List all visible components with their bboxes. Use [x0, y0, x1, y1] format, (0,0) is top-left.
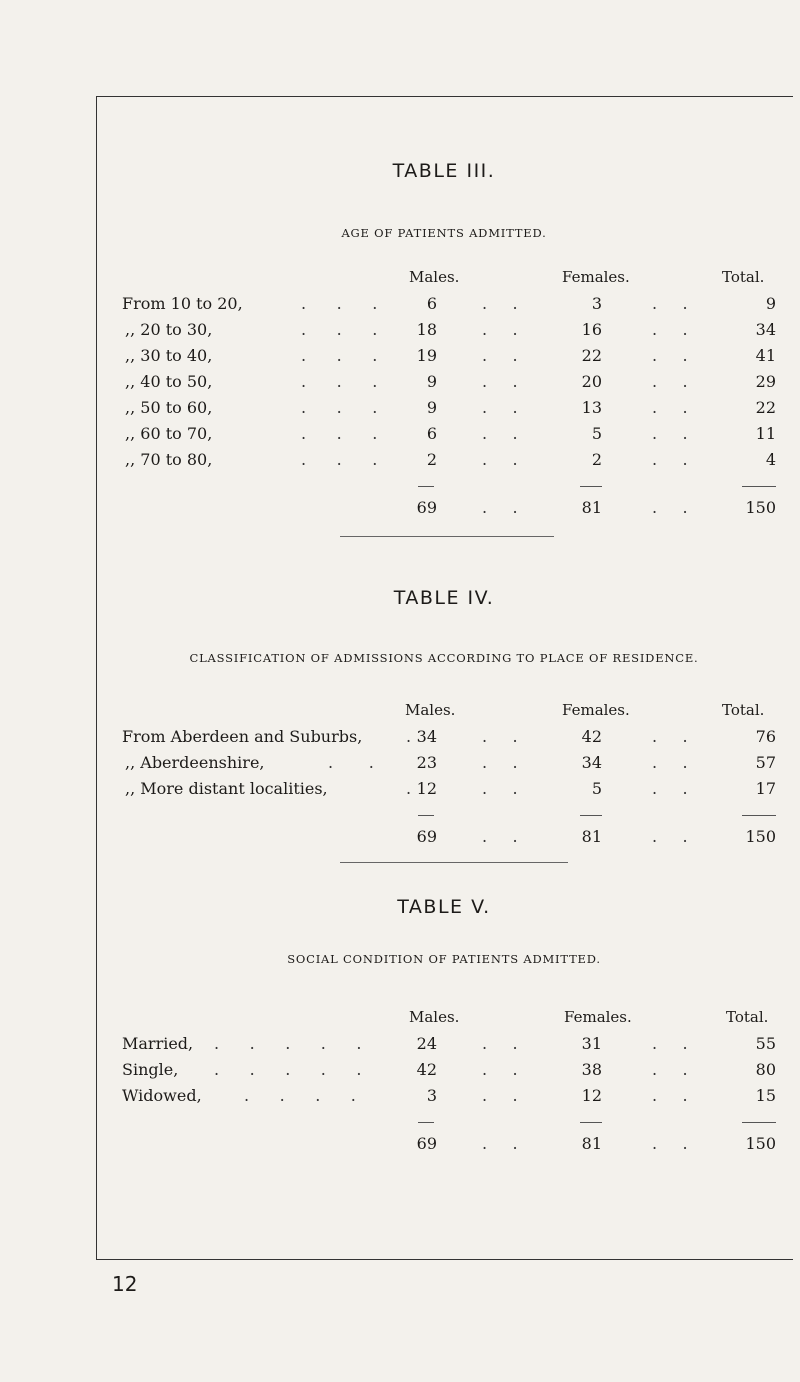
total-total: 150	[745, 827, 776, 846]
cell-males: 23	[416, 753, 437, 772]
cell-females: 22	[581, 346, 602, 365]
table-subtitle: SOCIAL CONDITION OF PATIENTS ADMITTED.	[287, 952, 601, 966]
header-males: Males.	[409, 268, 460, 286]
total-males: 69	[416, 498, 437, 517]
table-header	[96, 1008, 792, 1034]
cell-females: 13	[581, 398, 602, 417]
header-total: Total.	[726, 1008, 769, 1026]
cell-total: 41	[755, 346, 776, 365]
cell-total: 17	[755, 779, 776, 798]
table-row: ,, 30 to 40, . . . 19 . . 22 . . 41	[125, 346, 776, 365]
table-subtitle: AGE OF PATIENTS ADMITTED.	[341, 226, 547, 240]
table-header	[96, 701, 792, 727]
row-label: From 10 to 20,	[122, 294, 243, 313]
row-label: From Aberdeen and Suburbs,	[122, 727, 363, 746]
cell-males: 9	[426, 398, 437, 417]
header-females: Females.	[562, 701, 630, 719]
cell-males: 3	[426, 1086, 437, 1105]
table-row: ,, 60 to 70, . . . 6 . . 5 . . 11	[125, 424, 776, 443]
cell-females: 31	[581, 1034, 602, 1053]
table-row: ,, 70 to 80, . . . 2 . . 2 . . 4	[125, 450, 776, 469]
table-row: Single, . . . . . 42 . . 38 . . 80	[122, 1060, 776, 1079]
row-label: Widowed,	[122, 1086, 202, 1105]
cell-total: 29	[755, 372, 776, 391]
table-total-row: 69 . . 81 . . 150	[416, 498, 776, 517]
cell-males: 18	[416, 320, 437, 339]
cell-total: 80	[755, 1060, 776, 1079]
cell-total: 57	[755, 753, 776, 772]
cell-males: 19	[416, 346, 437, 365]
row-label: ,, More distant localities,	[125, 779, 328, 798]
cell-females: 38	[581, 1060, 602, 1079]
cell-females: 16	[581, 320, 602, 339]
row-label: ,, 50 to 60,	[125, 398, 213, 417]
cell-females: 20	[581, 372, 602, 391]
divider	[340, 536, 554, 537]
cell-females: 2	[591, 450, 602, 469]
row-label: ,, 40 to 50,	[125, 372, 213, 391]
cell-total: 55	[755, 1034, 776, 1053]
cell-total: 15	[755, 1086, 776, 1105]
cell-males: 6	[426, 294, 437, 313]
table-title: TABLE IV.	[393, 587, 495, 609]
table-row: ,, 20 to 30, . . . 18 . . 16 . . 34	[125, 320, 776, 339]
cell-females: 12	[581, 1086, 602, 1105]
table-v	[96, 896, 792, 1160]
total-separator	[96, 1112, 792, 1134]
table-row: Widowed, . . . . 3 . . 12 . . 15	[122, 1086, 776, 1105]
cell-females: 42	[581, 727, 602, 746]
total-separator	[96, 805, 792, 827]
table-total-row: 69 . . 81 . . 150	[416, 1134, 776, 1153]
table-subtitle: CLASSIFICATION OF ADMISSIONS ACCORDING TO PLACE OF RESIDENCE.	[189, 651, 699, 665]
cell-males: 2	[426, 450, 437, 469]
table-row: ,, 50 to 60, . . . 9 . . 13 . . 22	[125, 398, 776, 417]
cell-females: 34	[581, 753, 602, 772]
table-title: TABLE III.	[392, 160, 496, 182]
table-row: From 10 to 20, . . . 6 . . 3 . . 9	[122, 294, 776, 313]
cell-females: 5	[591, 779, 602, 798]
table-title: TABLE V.	[397, 896, 491, 918]
table-row: ,, More distant localities, . 12 . . 5 . . 17	[125, 779, 776, 798]
cell-males: 34	[416, 727, 437, 746]
cell-females: 3	[591, 294, 602, 313]
header-total: Total.	[722, 701, 765, 719]
row-label: ,, 70 to 80,	[125, 450, 213, 469]
cell-females: 5	[591, 424, 602, 443]
total-total: 150	[745, 498, 776, 517]
total-males: 69	[416, 1134, 437, 1153]
total-males: 69	[416, 827, 437, 846]
divider	[340, 862, 568, 863]
cell-total: 76	[755, 727, 776, 746]
cell-total: 22	[755, 398, 776, 417]
table-iii	[96, 160, 792, 524]
header-males: Males.	[405, 701, 456, 719]
table-iv	[96, 587, 792, 853]
total-total: 150	[745, 1134, 776, 1153]
table-row: ,, 40 to 50, . . . 9 . . 20 . . 29	[125, 372, 776, 391]
page-number: 12	[112, 1272, 138, 1296]
row-label: Married,	[122, 1034, 194, 1053]
table-total-row: 69 . . 81 . . 150	[416, 827, 776, 846]
header-males: Males.	[409, 1008, 460, 1026]
table-row: From Aberdeen and Suburbs, . 34 . . 42 . . 76	[122, 727, 776, 746]
row-label: Single,	[122, 1060, 179, 1079]
cell-total: 11	[755, 424, 776, 443]
cell-males: 24	[416, 1034, 437, 1053]
total-separator	[96, 476, 792, 498]
header-females: Females.	[562, 268, 630, 286]
row-label: ,, 30 to 40,	[125, 346, 213, 365]
row-label: ,, Aberdeenshire,	[125, 753, 265, 772]
total-females: 81	[581, 1134, 602, 1153]
cell-males: 42	[416, 1060, 437, 1079]
cell-total: 4	[765, 450, 776, 469]
header-total: Total.	[722, 268, 765, 286]
cell-males: 6	[426, 424, 437, 443]
cell-total: 9	[765, 294, 776, 313]
total-females: 81	[581, 827, 602, 846]
total-females: 81	[581, 498, 602, 517]
row-label: ,, 20 to 30,	[125, 320, 213, 339]
cell-males: 12	[416, 779, 437, 798]
cell-total: 34	[755, 320, 776, 339]
table-row: ,, Aberdeenshire, . . 23 . . 34 . . 57	[125, 753, 776, 772]
table-row: Married, . . . . . 24 . . 31 . . 55	[122, 1034, 776, 1053]
table-header	[96, 268, 792, 294]
cell-males: 9	[426, 372, 437, 391]
row-label: ,, 60 to 70,	[125, 424, 213, 443]
header-females: Females.	[564, 1008, 632, 1026]
